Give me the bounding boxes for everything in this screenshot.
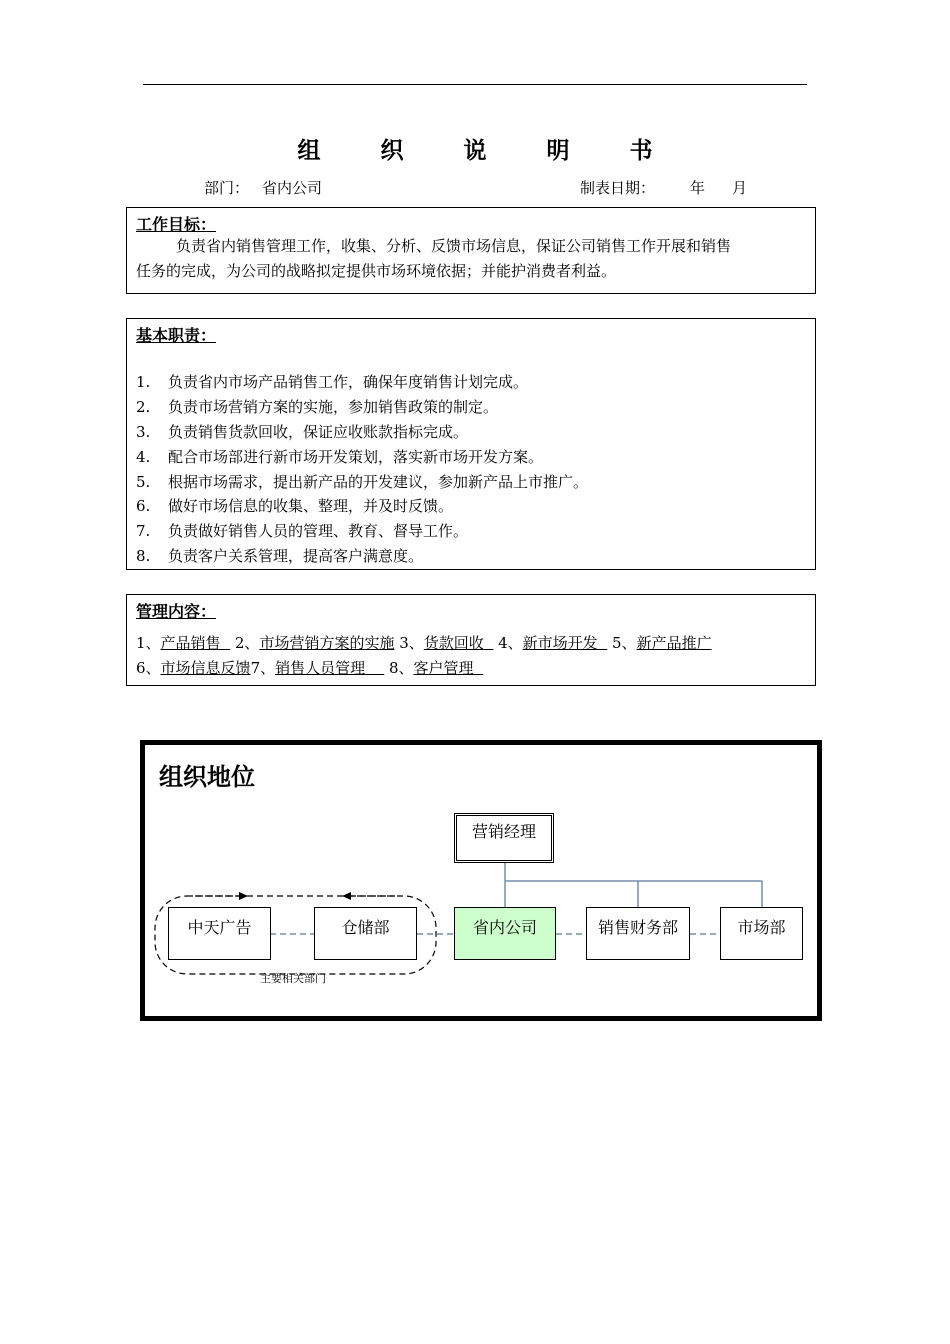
arrow-right-icon xyxy=(239,892,248,900)
management-item: 新市场开发 xyxy=(522,634,598,652)
dept-value: 省内公司 xyxy=(262,179,323,197)
management-heading: 管理内容： xyxy=(136,602,217,621)
year-label: 年 xyxy=(690,179,706,197)
org-node-ad: 中天广告 xyxy=(168,907,271,960)
org-node-finance: 销售财务部 xyxy=(586,907,690,960)
org-node-storage: 仓储部 xyxy=(314,907,417,960)
org-node-province: 省内公司 xyxy=(454,907,556,960)
org-node-market: 市场部 xyxy=(720,907,803,960)
duty-item: 8. 负责客户关系管理，提高客户满意度。 xyxy=(136,547,424,565)
duties-heading: 基本职责： xyxy=(136,326,217,345)
document-title: 组 织 说 明 书 xyxy=(297,137,679,164)
duty-item: 4. 配合市场部进行新市场开发策划，落实新市场开发方案。 xyxy=(136,448,544,466)
management-item: 市场营销方案的实施 xyxy=(259,634,395,652)
management-item: 产品销售 xyxy=(160,634,221,652)
goal-heading: 工作目标： xyxy=(136,215,217,234)
goal-text-line2: 任务的完成，为公司的战略拟定提供市场环境依据；并能护消费者利益。 xyxy=(136,262,617,280)
duty-item: 1. 负责省内市场产品销售工作，确保年度销售计划完成。 xyxy=(136,373,529,391)
management-item: 销售人员管理 xyxy=(275,659,366,677)
dept-label: 部门： xyxy=(204,179,250,197)
arrow-left-icon xyxy=(342,892,351,900)
org-node-manager: 营销经理 xyxy=(454,813,554,863)
goal-text-line1: 负责省内销售管理工作，收集、分析、反馈市场信息，保证公司销售工作开展和销售 xyxy=(176,237,732,255)
management-line1: 1、产品销售 2、市场营销方案的实施 3、货款回收 4、新市场开发 5、新产品推广 xyxy=(136,634,712,652)
management-item: 新产品推广 xyxy=(636,634,712,652)
management-item: 货款回收 xyxy=(423,634,484,652)
duty-item: 7. 负责做好销售人员的管理、教育、督导工作。 xyxy=(136,522,469,540)
duty-item: 2. 负责市场营销方案的实施，参加销售政策的制定。 xyxy=(136,398,499,416)
month-label: 月 xyxy=(732,179,748,197)
management-line2: 6、市场信息反馈7、销售人员管理 8、客户管理 xyxy=(136,659,474,677)
duty-item: 5. 根据市场需求，提出新产品的开发建议，参加新产品上市推广。 xyxy=(136,473,589,491)
management-item: 客户管理 xyxy=(413,659,474,677)
org-title: 组织地位 xyxy=(159,763,255,791)
date-label: 制表日期： xyxy=(580,179,656,197)
management-item: 市场信息反馈 xyxy=(160,659,251,677)
duty-item: 6. 做好市场信息的收集、整理，并及时反馈。 xyxy=(136,497,454,515)
related-group-label: 主要相关部门 xyxy=(260,972,326,985)
duty-item: 3. 负责销售货款回收，保证应收账款指标完成。 xyxy=(136,423,469,441)
